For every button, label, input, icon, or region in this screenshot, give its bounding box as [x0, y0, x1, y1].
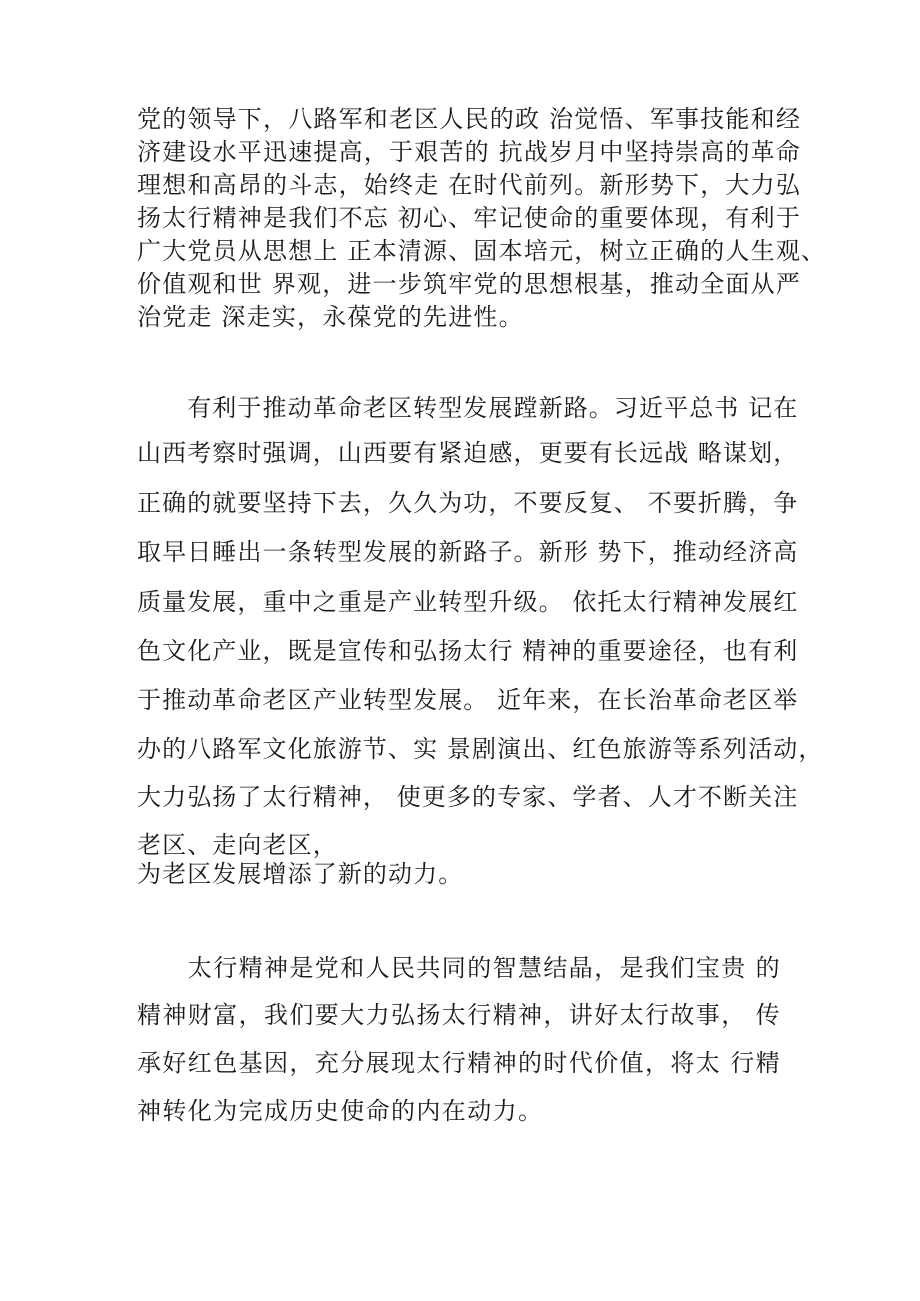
text-line: 党的领导下，八路军和老区人民的政 治觉悟、军事技能和经 — [137, 105, 802, 133]
text-line: 于推动革命老区产业转型发展。 近年来，在长治革命老区举 — [137, 686, 799, 714]
text-line: 正确的就要坚持下去，久久为功，不要反复、 不要折腾，争 — [137, 489, 799, 517]
text-line: 太行精神是党和人民共同的智慧结晶，是我们宝贵 的 — [137, 954, 782, 982]
text-line: 大力弘扬了太行精神， 使更多的专家、学者、人才不断关注 — [137, 783, 799, 811]
text-line: 有利于推动革命老区转型发展蹚新路。习近平总书 记在 — [137, 394, 799, 422]
text-line: 理想和高昂的斗志，始终走 在时代前列。新形势下，大力弘 — [137, 171, 802, 199]
text-line: 价值观和世 界观，进一步筑牢党的思想根基，推动全面从严 — [137, 270, 802, 298]
text-line: 精神财富，我们要大力弘扬太行精神，讲好太行故事， 传 — [137, 1001, 782, 1029]
text-line: 扬太行精神是我们不忘 初心、牢记使命的重要体现，有利于 — [137, 204, 802, 232]
text-line: 山西考察时强调，山西要有紧迫感，更要有长远战 略谋划， — [137, 439, 799, 467]
text-line: 老区、走向老区， — [137, 831, 338, 859]
text-line: 济建设水平迅速提高，于艰苦的 抗战岁月中坚持崇高的革命 — [137, 138, 802, 166]
text-line: 色文化产业，既是宣传和弘扬太行 精神的重要途径，也有利 — [137, 637, 799, 665]
text-line: 取早日睡出一条转型发展的新路子。新形 势下，推动经济高 — [137, 538, 799, 566]
text-line: 承好红色基因，充分展现太行精神的时代价值，将太 行精 — [137, 1049, 782, 1077]
text-line: 办的八路军文化旅游节、实 景剧演出、红色旅游等系列活动， — [137, 735, 824, 763]
text-line: 质量发展，重中之重是产业转型升级。 依托太行精神发展红 — [137, 588, 799, 616]
text-line: 广大党员从思想上 正本清源、固本培元，树立正确的人生观、 — [137, 237, 827, 265]
text-line: 治党走 深走实，永葆党的先进性。 — [137, 303, 524, 331]
text-line: 神转化为完成历史使命的内在动力。 — [137, 1097, 544, 1125]
text-line: 为老区发展增添了新的动力。 — [137, 860, 464, 888]
